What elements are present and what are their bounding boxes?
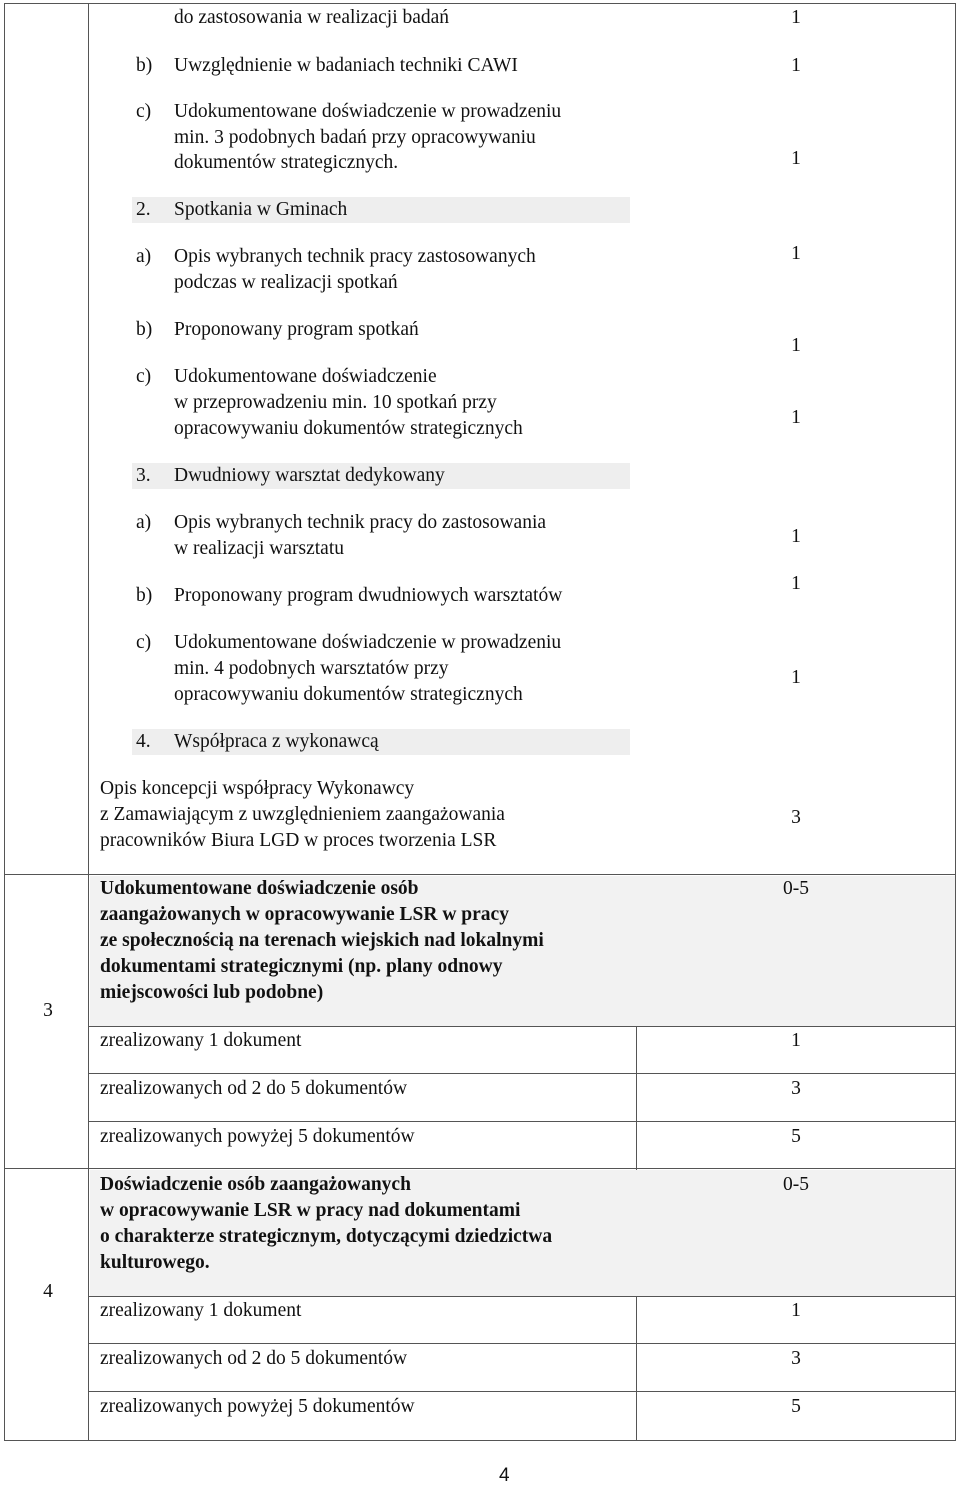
criterion-score: 1 — [791, 148, 801, 169]
row-header: w opracowywanie LSR w pracy nad dokumentami — [100, 1200, 521, 1221]
option-score: 5 — [791, 1396, 801, 1417]
option-label: zrealizowanych powyżej 5 dokumentów — [100, 1396, 415, 1417]
row-header: o charakterze strategicznym, dotyczącymi dziedzictwa — [100, 1226, 553, 1247]
criterion-text: Proponowany program dwudniowych warsztatów — [174, 585, 563, 606]
option-label: zrealizowanych od 2 do 5 dokumentów — [100, 1348, 408, 1369]
subsection-number: 3. — [136, 465, 151, 486]
option-label: zrealizowanych od 2 do 5 dokumentów — [100, 1078, 408, 1099]
criterion-score: 1 — [791, 55, 801, 76]
row-header: miejscowości lub podobne) — [100, 982, 324, 1003]
criterion-text: podczas w realizacji spotkań — [174, 272, 398, 293]
table-border-top — [4, 3, 956, 4]
criterion-score: 1 — [791, 526, 801, 547]
criterion-score: 1 — [791, 243, 801, 264]
option-label: zrealizowany 1 dokument — [100, 1030, 302, 1051]
row-divider — [88, 1296, 956, 1297]
option-score: 1 — [791, 1030, 801, 1051]
subsection-title: Współpraca z wykonawcą — [174, 731, 379, 752]
criterion-text: z Zamawiającym z uwzględnieniem zaangażowania — [100, 804, 505, 825]
table-border-left — [4, 3, 5, 1441]
page-number: 4 — [499, 1465, 510, 1486]
criterion-marker: b) — [136, 319, 153, 340]
subsection-number: 4. — [136, 731, 151, 752]
row-divider — [88, 1343, 956, 1344]
option-label: zrealizowanych powyżej 5 dokumentów — [100, 1126, 415, 1147]
criterion-text: w przeprowadzeniu min. 10 spotkań przy — [174, 392, 497, 413]
criterion-text: opracowywaniu dokumentów strategicznych — [174, 684, 523, 705]
criterion-text: Opis koncepcji współpracy Wykonawcy — [100, 778, 415, 799]
row-divider — [88, 1391, 956, 1392]
table-border-right — [955, 3, 956, 1441]
criterion-score: 1 — [791, 407, 801, 428]
option-score: 3 — [791, 1078, 801, 1099]
row-header: Doświadczenie osób zaangażowanych — [100, 1174, 411, 1195]
row-number: 4 — [43, 1281, 53, 1302]
criterion-score: 1 — [791, 573, 801, 594]
criterion-marker: b) — [136, 55, 153, 76]
criterion-text: Opis wybranych technik pracy zastosowanych — [174, 246, 536, 267]
option-score: 5 — [791, 1126, 801, 1147]
criterion-marker: c) — [136, 632, 152, 653]
criterion-text: w realizacji warsztatu — [174, 538, 344, 559]
subsection-number: 2. — [136, 199, 151, 220]
row-divider — [88, 1026, 956, 1027]
criterion-text: min. 4 podobnych warsztatów przy — [174, 658, 449, 679]
criterion-score: 1 — [791, 667, 801, 688]
option-label: zrealizowany 1 dokument — [100, 1300, 302, 1321]
criterion-text: do zastosowania w realizacji badań — [174, 7, 450, 28]
table-border-bottom — [4, 1440, 956, 1441]
row-header: Udokumentowane doświadczenie osób — [100, 878, 419, 899]
row-header: kulturowego. — [100, 1252, 210, 1273]
criterion-text: Udokumentowane doświadczenie w prowadzeniu — [174, 101, 562, 122]
criterion-marker: a) — [136, 246, 152, 267]
criterion-text: pracowników Biura LGD w proces tworzenia LSR — [100, 830, 497, 851]
table-border-col1 — [88, 3, 89, 1441]
criterion-marker: c) — [136, 101, 152, 122]
criterion-text: Opis wybranych technik pracy do zastosowania — [174, 512, 547, 533]
subsection-title: Dwudniowy warsztat dedykowany — [174, 465, 445, 486]
row-divider — [4, 1168, 956, 1169]
row-score-range: 0-5 — [783, 878, 809, 899]
subsection-title: Spotkania w Gminach — [174, 199, 348, 220]
criterion-text: Proponowany program spotkań — [174, 319, 419, 340]
row-header: dokumentami strategicznymi (np. plany odnowy — [100, 956, 503, 977]
criterion-score: 1 — [791, 335, 801, 356]
criterion-text: Udokumentowane doświadczenie — [174, 366, 437, 387]
row-divider — [88, 1073, 956, 1074]
row-divider — [88, 1121, 956, 1122]
criterion-score: 1 — [791, 7, 801, 28]
row-header: zaangażowanych w opracowywanie LSR w pracy — [100, 904, 509, 925]
criterion-text: Udokumentowane doświadczenie w prowadzeniu — [174, 632, 562, 653]
row-score-range: 0-5 — [783, 1174, 809, 1195]
row-divider — [4, 874, 956, 875]
criterion-marker: b) — [136, 585, 153, 606]
criterion-marker: a) — [136, 512, 152, 533]
criterion-text: Uwzględnienie w badaniach techniki CAWI — [174, 55, 518, 76]
criterion-text: dokumentów strategicznych. — [174, 152, 399, 173]
criterion-score: 3 — [791, 807, 801, 828]
option-score: 1 — [791, 1300, 801, 1321]
row-header: ze społecznością na terenach wiejskich nad lokalnymi — [100, 930, 544, 951]
row-number: 3 — [43, 1000, 53, 1021]
criterion-text: opracowywaniu dokumentów strategicznych — [174, 418, 523, 439]
criterion-marker: c) — [136, 366, 152, 387]
criterion-text: min. 3 podobnych badań przy opracowywaniu — [174, 127, 536, 148]
option-score: 3 — [791, 1348, 801, 1369]
